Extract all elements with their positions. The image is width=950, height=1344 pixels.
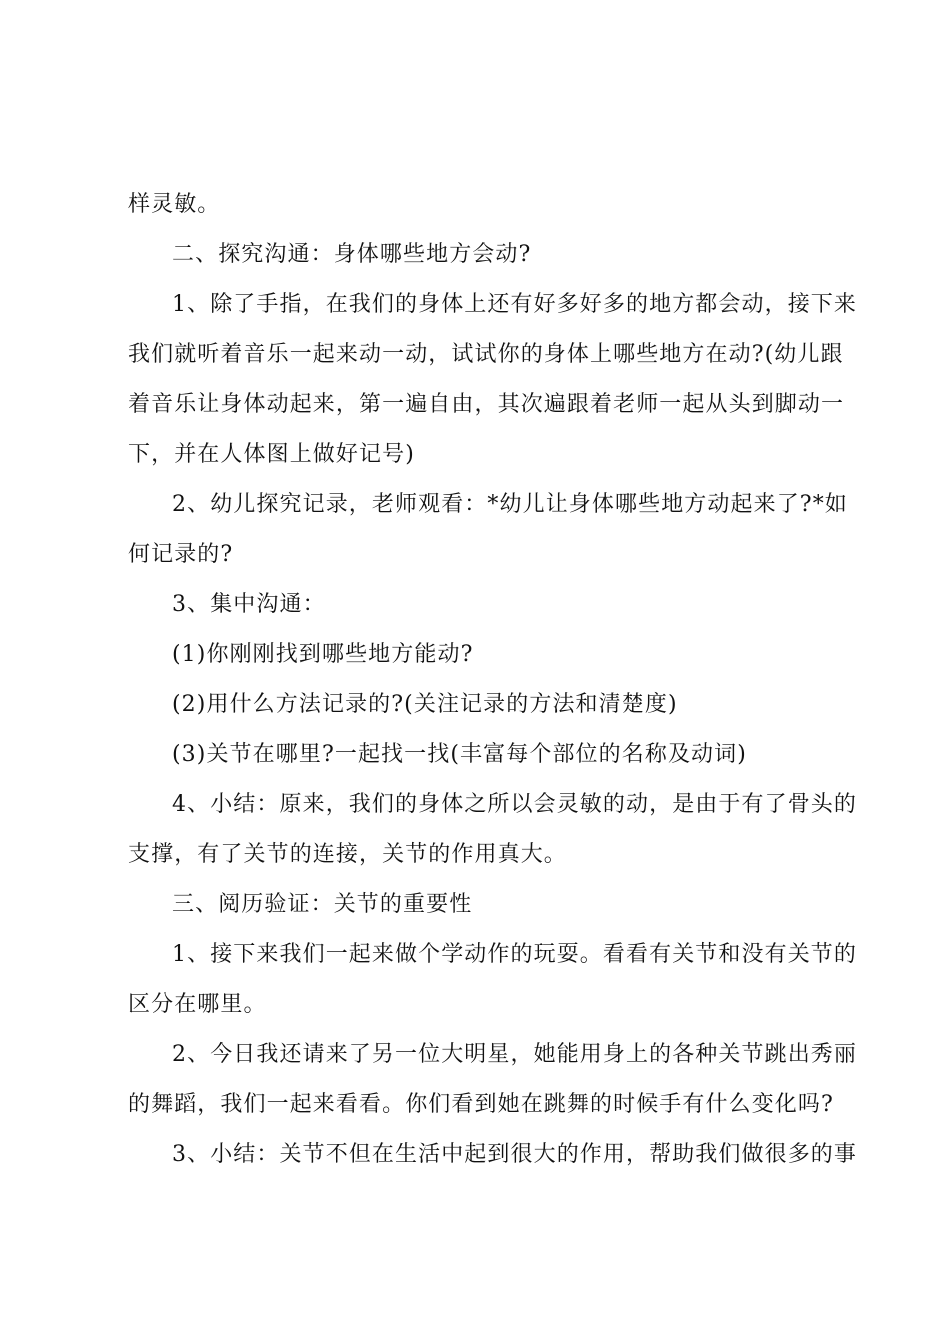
text-line: 1、接下来我们一起来做个学动作的玩耍。看看有关节和没有关节的 xyxy=(172,942,857,967)
text-line: 3、小结：关节不但在生活中起到很大的作用，帮助我们做很多的事 xyxy=(172,1142,857,1167)
text-line: 样灵敏。 xyxy=(128,192,221,217)
text-line: 何记录的? xyxy=(128,542,234,567)
text-line: (3)关节在哪里?一起找一找(丰富每个部位的名称及动词) xyxy=(172,742,747,767)
section-heading: 二、探究沟通：身体哪些地方会动? xyxy=(172,242,532,267)
text-line: 区分在哪里。 xyxy=(128,992,267,1017)
text-line: 2、幼儿探究记录，老师观看：*幼儿让身体哪些地方动起来了?*如 xyxy=(172,492,848,517)
text-line: (2)用什么方法记录的?(关注记录的方法和清楚度) xyxy=(172,692,678,717)
text-line: 的舞蹈，我们一起来看看。你们看到她在跳舞的时候手有什么变化吗? xyxy=(128,1092,834,1117)
text-line: 支撑，有了关节的连接，关节的作用真大。 xyxy=(128,842,567,867)
section-heading: 三、阅历验证：关节的重要性 xyxy=(172,892,473,917)
text-line: 1、除了手指，在我们的身体上还有好多好多的地方都会动，接下来 xyxy=(172,292,857,317)
text-line: 着音乐让身体动起来，第一遍自由，其次遍跟着老师一起从头到脚动一 xyxy=(128,392,845,417)
text-line: 2、今日我还请来了另一位大明星，她能用身上的各种关节跳出秀丽 xyxy=(172,1042,857,1067)
text-line: 我们就听着音乐一起来动一动，试试你的身体上哪些地方在动?(幼儿跟 xyxy=(128,342,844,367)
text-line: 3、集中沟通： xyxy=(172,592,326,617)
text-line: 下，并在人体图上做好记号) xyxy=(128,442,415,467)
text-line: 4、小结：原来，我们的身体之所以会灵敏的动，是由于有了骨头的 xyxy=(172,792,857,817)
text-line: (1)你刚刚找到哪些地方能动? xyxy=(172,642,474,667)
